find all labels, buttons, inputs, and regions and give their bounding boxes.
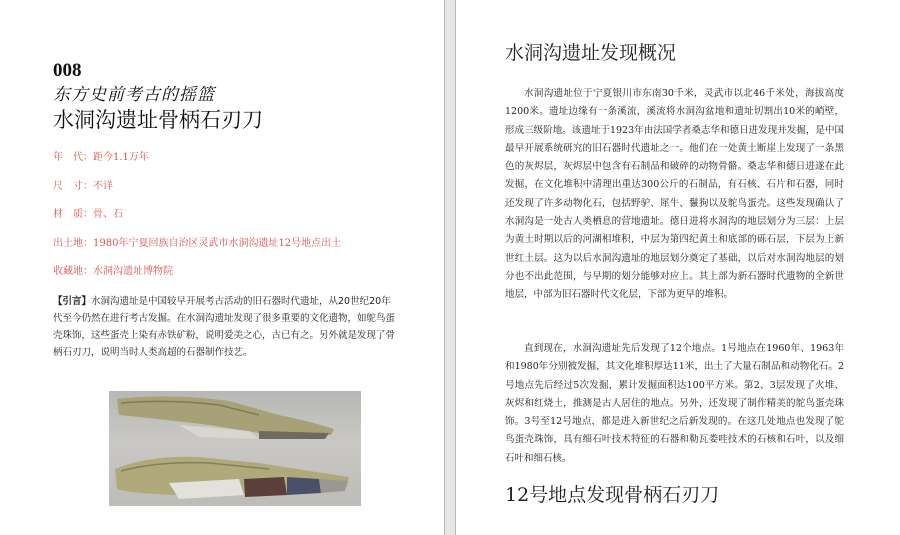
lower-knife-blade-gray bbox=[319, 479, 347, 493]
left-page bbox=[0, 0, 444, 535]
meta-label: 收藏地： bbox=[53, 266, 93, 277]
meta-label: 年 代： bbox=[53, 152, 93, 163]
intro-paragraph bbox=[53, 293, 398, 361]
meta-value: 1980年宁夏回族自治区灵武市水洞沟遗址12号地点出土 bbox=[93, 238, 342, 249]
intro-lead: 【引言】 bbox=[53, 296, 92, 307]
artifact-title: 水洞沟遗址骨柄石刃刀 bbox=[53, 108, 263, 132]
lower-knife-blade-red bbox=[244, 477, 287, 497]
meta-value: 不详 bbox=[93, 181, 113, 192]
meta-label: 尺 寸： bbox=[53, 181, 93, 192]
bone-knife-image bbox=[109, 391, 361, 506]
gutter-divider-left bbox=[444, 0, 445, 535]
meta-material bbox=[53, 208, 123, 222]
meta-collection bbox=[53, 265, 173, 279]
lower-knife-blade-blue bbox=[287, 477, 321, 495]
artifact-photo bbox=[109, 391, 361, 506]
body-paragraph: 水洞沟遗址位于宁夏银川市东南30千米，灵武市以北46千米处，海拔高度1200米。遗址边缘有一条溪流，溪流将水洞沟盆地和遗址切割出10米的峭壁，形成三级阶地。该遗址于1923年由法国学者桑志华和德日进发现并发掘，是中国最早开展系统研究的旧石器时代遗址之一。他们在一处黄土断崖上发现了一条黑色的灰烬层，灰烬层中包含有石制品和破碎的动物骨骼。桑志华和德日进遂在此发掘，在文化堆积中清理出重达300公斤的石制品，有石核、石片和石器，同时还发现了许多动物化石，包括野驴、犀牛、鬣狗以及鸵鸟蛋壳。这些发现确认了水洞沟是一处古人类栖息的营地遗址。德日进将水洞沟的地层划分为三层：上层为黄土时期以后的河湖相堆积，中层为第四纪黄土和底部的砾石层，下层为上新世红土层。这为以后水洞沟遗址的地层划分奠定了基础，以后对水洞沟地层的划分也不出此范围，与早期的划分能够对应上。其上部为新石器时代遗物的全新世地层，中部为旧石器时代文化层，下部为更早的堆积。 bbox=[505, 88, 844, 301]
section-heading: 12号地点发现骨柄石刃刀 bbox=[505, 484, 720, 506]
meta-label: 出土地： bbox=[53, 238, 93, 249]
meta-label: 材 质： bbox=[53, 209, 93, 220]
meta-value: 水洞沟遗址博物院 bbox=[93, 266, 173, 277]
meta-size bbox=[53, 180, 113, 194]
subtitle: 东方史前考古的摇篮 bbox=[53, 85, 215, 105]
meta-excavation-site bbox=[53, 237, 341, 251]
item-number: 008 bbox=[53, 60, 82, 81]
section-heading: 水洞沟遗址发现概况 bbox=[505, 42, 677, 64]
body-paragraph: 直到现在，水洞沟遗址先后发现了12个地点。1号地点在1960年、1963年和1980年分别被发掘，其文化堆积厚达11米，出土了大量石制品和动物化石。2号地点先后经过5次发掘，累计发掘面积达100平方米。第2、3层发现了火堆、灰烬和红烧土，推测是古人居住的地点。另外，还发现了制作精美的鸵鸟蛋壳珠饰。3号至12号地点，都是进入新世纪之后新发现的。在这几处地点也发现了鸵鸟蛋壳珠饰，具有细石叶技术特征的石器和勒瓦娄哇技术的石核和石叶，以及细石叶和细石核。 bbox=[505, 343, 844, 464]
meta-value: 骨、石 bbox=[93, 209, 123, 220]
intro-text: 水洞沟遗址是中国较早开展考古活动的旧石器时代遗址，从20世纪20年代至今仍然在进行考古发掘。在水洞沟遗址发现了很多重要的文化遗物，如鸵鸟蛋壳珠饰，这些蛋壳上染有赤铁矿粉，说明爱美之心，古已有之。另外就是发现了骨柄石刃刀，说明当时人类高超的石器制作技艺。 bbox=[53, 296, 396, 358]
meta-era bbox=[53, 151, 149, 165]
meta-value: 距今1.1万年 bbox=[93, 152, 149, 163]
